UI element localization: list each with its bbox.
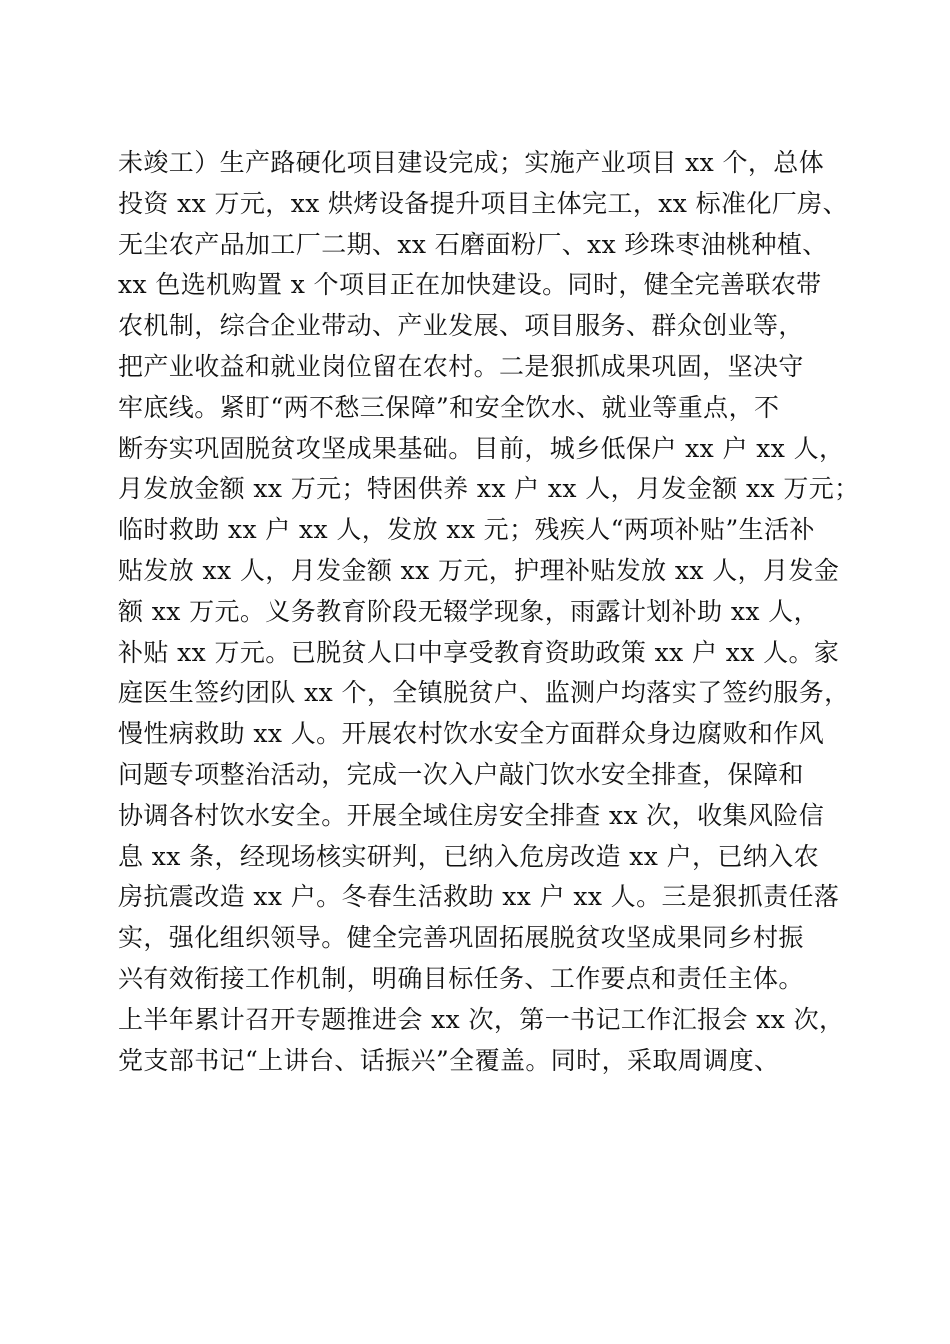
text-line: 断夯实巩固脱贫攻坚成果基础。目前，城乡低保户 xx 户 xx 人， <box>118 433 845 463</box>
text-line: 息 xx 条，经现场核实研判，已纳入危房改造 xx 户，已纳入农 <box>118 841 819 871</box>
text-line: 房抗震改造 xx 户。冬春生活救助 xx 户 xx 人。三是狠抓责任落 <box>118 882 840 912</box>
body-text <box>118 143 860 1081</box>
text-line: 牢底线。紧盯“两不愁三保障”和安全饮水、就业等重点，不 <box>118 392 780 422</box>
text-line: 上半年累计召开专题推进会 xx 次，第一书记工作汇报会 xx 次， <box>118 1004 845 1034</box>
text-line: 协调各村饮水安全。开展全域住房安全排查 xx 次，收集风险信 <box>118 800 825 830</box>
text-line: 庭医生签约团队 xx 个，全镇脱贫户、监测户均落实了签约服务， <box>118 678 850 708</box>
text-line: 把产业收益和就业岗位留在农村。二是狠抓成果巩固，坚决守 <box>118 351 804 381</box>
text-line: 兴有效衔接工作机制，明确目标任务、工作要点和责任主体。 <box>118 963 804 993</box>
text-line: 实，强化组织领导。健全完善巩固拓展脱贫攻坚成果同乡村振 <box>118 923 804 953</box>
text-line: 问题专项整治活动，完成一次入户敲门饮水安全排查，保障和 <box>118 759 804 789</box>
text-line: 无尘农产品加工厂二期、xx 石磨面粉厂、xx 珍珠枣油桃种植、 <box>118 229 828 259</box>
text-line: 党支部书记“上讲台、话振兴”全覆盖。同时，采取周调度、 <box>118 1045 780 1075</box>
text-line: 贴发放 xx 人，月发金额 xx 万元，护理补贴发放 xx 人，月发金 <box>118 555 840 585</box>
text-line: 农机制，综合企业带动、产业发展、项目服务、群众创业等， <box>118 311 804 341</box>
text-line: 投资 xx 万元，xx 烘烤设备提升项目主体完工，xx 标准化厂房、 <box>118 188 848 218</box>
text-line: 慢性病救助 xx 人。开展农村饮水安全方面群众身边腐败和作风 <box>118 719 825 749</box>
text-line: 补贴 xx 万元。已脱贫人口中享受教育资助政策 xx 户 xx 人。家 <box>118 637 840 667</box>
text-line: 月发放金额 xx 万元；特困供养 xx 户 xx 人，月发金额 xx 万元； <box>118 474 860 504</box>
text-line: 未竣工）生产路硬化项目建设完成；实施产业项目 xx 个，总体 <box>118 148 825 177</box>
text-line: 额 xx 万元。义务教育阶段无辍学现象，雨露计划补助 xx 人， <box>118 596 819 626</box>
text-line: xx 色选机购置 x 个项目正在加快建设。同时，健全完善联农带 <box>118 270 822 300</box>
text-line: 临时救助 xx 户 xx 人，发放 xx 元；残疾人“两项补贴”生活补 <box>118 515 815 545</box>
